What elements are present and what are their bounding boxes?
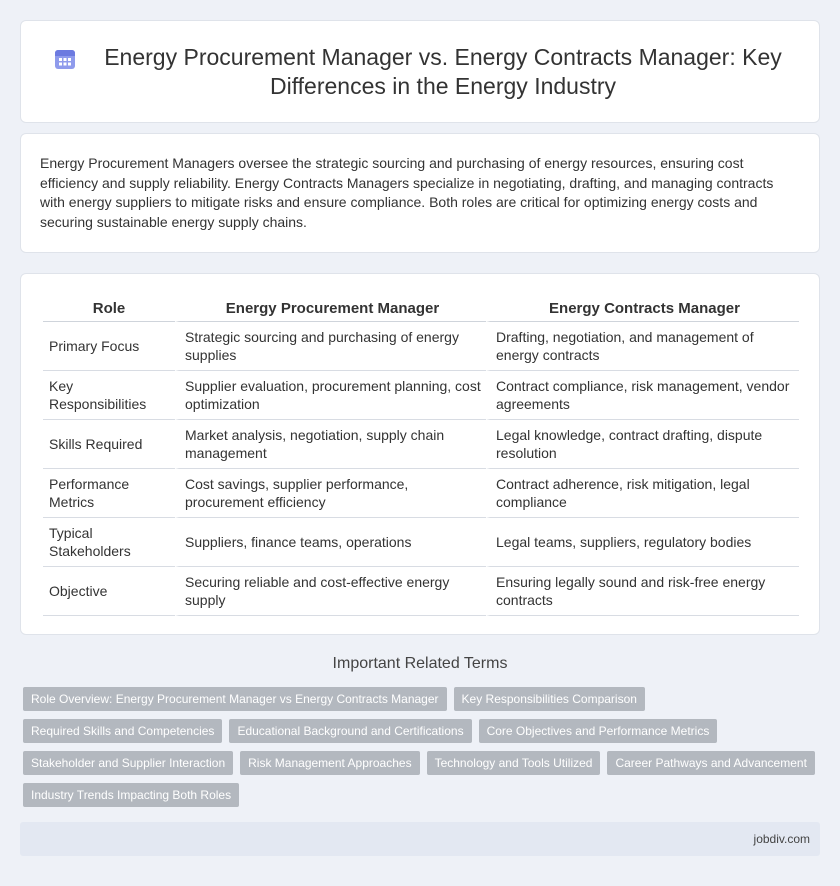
row-label: Performance Metrics <box>43 469 175 518</box>
related-term-tag[interactable]: Technology and Tools Utilized <box>427 751 601 775</box>
table-row <box>43 567 799 616</box>
related-term-tag[interactable]: Industry Trends Impacting Both Roles <box>23 783 239 807</box>
row-label: Typical Stakeholders <box>43 518 175 567</box>
procurement-cell: Securing reliable and cost-effective energy supply <box>175 567 486 616</box>
related-term-tag[interactable]: Required Skills and Competencies <box>23 719 222 743</box>
table-row <box>43 420 799 469</box>
related-terms-tags <box>23 687 823 807</box>
procurement-cell: Strategic sourcing and purchasing of energy supplies <box>175 322 486 371</box>
procurement-cell: Cost savings, supplier performance, procurement efficiency <box>175 469 486 518</box>
intro-card <box>20 133 820 253</box>
related-terms-heading: Important Related Terms <box>332 655 508 672</box>
page-title: Energy Procurement Manager vs. Energy Contracts Manager: Key Differences in the Energy Industry <box>104 43 782 99</box>
related-term-tag[interactable]: Core Objectives and Performance Metrics <box>479 719 718 743</box>
comparison-table-card <box>20 273 820 635</box>
related-term-tag[interactable]: Risk Management Approaches <box>240 751 419 775</box>
related-term-tag[interactable]: Key Responsibilities Comparison <box>454 687 645 711</box>
related-term-tag[interactable]: Stakeholder and Supplier Interaction <box>23 751 233 775</box>
procurement-cell: Suppliers, finance teams, operations <box>175 518 486 567</box>
contracts-cell: Contract adherence, risk mitigation, legal compliance <box>486 469 799 518</box>
comparison-table <box>43 294 799 616</box>
column-header-procurement: Energy Procurement Manager <box>175 294 486 322</box>
row-label: Primary Focus <box>43 322 175 371</box>
table-row <box>43 469 799 518</box>
column-header-role: Role <box>43 294 175 322</box>
table-row <box>43 518 799 567</box>
procurement-cell: Market analysis, negotiation, supply chain management <box>175 420 486 469</box>
row-label: Key Responsibilities <box>43 371 175 420</box>
row-label: Objective <box>43 567 175 616</box>
related-term-tag[interactable]: Educational Background and Certifications <box>229 719 471 743</box>
table-header-row <box>43 294 799 322</box>
contracts-cell: Ensuring legally sound and risk-free energy contracts <box>486 567 799 616</box>
related-term-tag[interactable]: Career Pathways and Advancement <box>607 751 814 775</box>
row-label: Skills Required <box>43 420 175 469</box>
table-row <box>43 322 799 371</box>
related-term-tag[interactable]: Role Overview: Energy Procurement Manager vs Energy Contracts Manager <box>23 687 447 711</box>
contracts-cell: Drafting, negotiation, and management of energy contracts <box>486 322 799 371</box>
contracts-cell: Legal knowledge, contract drafting, dispute resolution <box>486 420 799 469</box>
procurement-cell: Supplier evaluation, procurement planning, cost optimization <box>175 371 486 420</box>
contracts-cell: Legal teams, suppliers, regulatory bodies <box>486 518 799 567</box>
footer <box>20 822 820 856</box>
footer-site-link[interactable]: jobdiv.com <box>753 832 810 846</box>
table-row <box>43 371 799 420</box>
column-header-contracts: Energy Contracts Manager <box>486 294 799 322</box>
contracts-cell: Contract compliance, risk management, vendor agreements <box>486 371 799 420</box>
intro-paragraph: Energy Procurement Managers oversee the strategic sourcing and purchasing of energy resources, ensuring cost efficiency and supply reliability. Energy Contracts Managers specialize in negotiating, drafting, and managing contracts with energy suppliers to mitigate risks and ensure compliance. Both roles are critical for optimizing energy costs and securing sustainable energy supply chains. <box>40 155 774 230</box>
header-card <box>20 20 820 123</box>
